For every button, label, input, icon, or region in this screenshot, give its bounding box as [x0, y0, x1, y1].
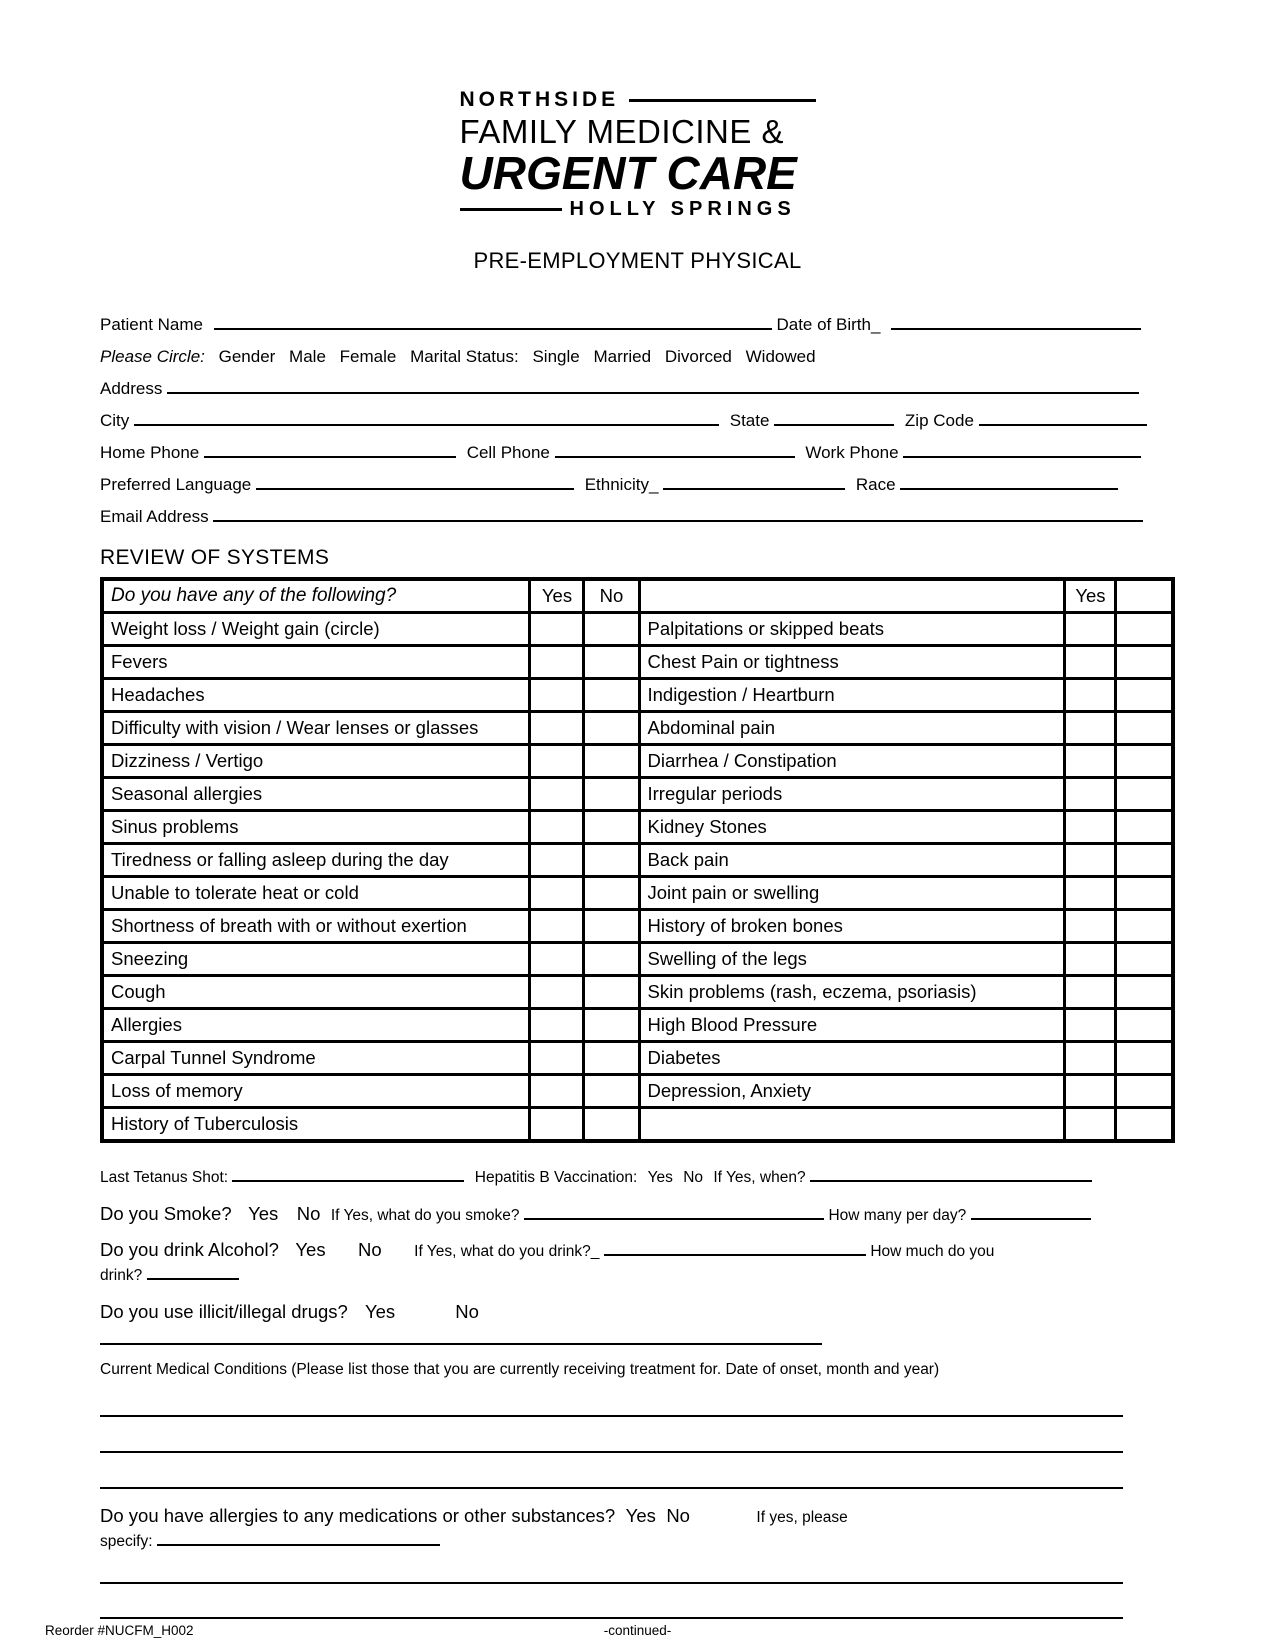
ros-left-yes-cell[interactable]: [530, 811, 584, 844]
email-row: [100, 507, 1175, 527]
dob-field[interactable]: [891, 323, 1141, 330]
ros-right-yes-cell[interactable]: [1065, 1009, 1116, 1042]
ros-left-no-cell[interactable]: [584, 778, 639, 811]
ros-header-no-left: No: [584, 579, 639, 613]
patient-name-field[interactable]: [214, 323, 772, 330]
allergies-line-1[interactable]: [100, 1582, 1123, 1584]
form-title: PRE-EMPLOYMENT PHYSICAL: [473, 248, 802, 273]
ros-left-yes-cell[interactable]: [530, 976, 584, 1009]
ros-left-yes-cell[interactable]: [530, 1108, 584, 1142]
gender-option-female[interactable]: Female: [339, 347, 397, 366]
ros-left-no-cell[interactable]: [584, 679, 639, 712]
ros-right-yes-cell[interactable]: [1065, 943, 1116, 976]
ros-item-right: Swelling of the legs: [639, 943, 1065, 976]
ros-item-right: Back pain: [639, 844, 1065, 877]
ros-left-no-cell[interactable]: [584, 976, 639, 1009]
drugs-row: [100, 1301, 1175, 1323]
marital-option-married[interactable]: Married: [593, 347, 652, 366]
ros-item-right: Abdominal pain: [639, 712, 1065, 745]
ros-item-right: Depression, Anxiety: [639, 1075, 1065, 1108]
ros-left-no-cell[interactable]: [584, 613, 639, 646]
ros-left-no-cell[interactable]: [584, 745, 639, 778]
logo-northside: NORTHSIDE: [459, 88, 620, 111]
alcohol-how-much-field[interactable]: [147, 1273, 239, 1280]
marital-status-label: Marital Status:: [410, 347, 519, 366]
allergies-no-option[interactable]: No: [666, 1505, 690, 1526]
ros-left-yes-cell[interactable]: [530, 712, 584, 745]
hepb-label: Hepatitis B Vaccination:: [474, 1169, 638, 1186]
ros-left-yes-cell[interactable]: [530, 844, 584, 877]
patient-name-label: Patient Name: [100, 315, 203, 334]
alcohol-no-option[interactable]: No: [358, 1239, 382, 1260]
smoke-per-day-field[interactable]: [971, 1213, 1091, 1220]
ros-item-left: Difficulty with vision / Wear lenses or glasses: [102, 712, 530, 745]
ros-left-no-cell[interactable]: [584, 1108, 639, 1142]
tetanus-label: Last Tetanus Shot:: [100, 1169, 229, 1186]
logo-holly-springs: HOLLY SPRINGS: [569, 198, 796, 220]
ros-row: [102, 679, 1173, 712]
allergies-yes-option[interactable]: Yes: [625, 1505, 656, 1526]
ros-header-blank: [639, 579, 1065, 613]
alcohol-question: Do you drink Alcohol?: [100, 1239, 279, 1260]
smoke-if-label: If Yes, what do you smoke?: [330, 1207, 520, 1224]
ros-left-yes-cell[interactable]: [530, 1009, 584, 1042]
ros-row: [102, 745, 1173, 778]
drugs-answer-line[interactable]: [100, 1343, 822, 1345]
ros-table-body: [102, 579, 1173, 1141]
home-phone-label: Home Phone: [100, 443, 200, 462]
ros-item-left: Sinus problems: [102, 811, 530, 844]
ros-row: [102, 910, 1173, 943]
race-field[interactable]: [900, 483, 1118, 490]
smoke-no-option[interactable]: No: [296, 1203, 321, 1224]
hepb-no-option[interactable]: No: [683, 1169, 704, 1186]
smoke-row: [100, 1203, 1175, 1225]
alcohol-how-much-label: How much do you: [870, 1243, 995, 1260]
ros-right-no-cell[interactable]: [1116, 943, 1173, 976]
ros-item-left: Seasonal allergies: [102, 778, 530, 811]
ros-row: [102, 943, 1173, 976]
ros-right-yes-cell[interactable]: [1065, 910, 1116, 943]
ros-left-no-cell[interactable]: [584, 910, 639, 943]
ros-right-no-cell[interactable]: [1116, 910, 1173, 943]
drugs-question: Do you use illicit/illegal drugs?: [100, 1301, 348, 1322]
phones-row: [100, 443, 1175, 463]
ros-left-yes-cell[interactable]: [530, 646, 584, 679]
ros-item-right: High Blood Pressure: [639, 1009, 1065, 1042]
ros-item-left: Fevers: [102, 646, 530, 679]
ros-right-no-cell[interactable]: [1116, 811, 1173, 844]
ros-right-yes-cell[interactable]: [1065, 613, 1116, 646]
ros-right-yes-cell[interactable]: [1065, 778, 1116, 811]
ros-right-yes-cell[interactable]: [1065, 646, 1116, 679]
ros-item-right: Indigestion / Heartburn: [639, 679, 1065, 712]
ros-right-yes-cell[interactable]: [1065, 712, 1116, 745]
ros-item-right: [639, 1108, 1065, 1142]
ros-left-no-cell[interactable]: [584, 844, 639, 877]
ros-item-right: Diarrhea / Constipation: [639, 745, 1065, 778]
ros-right-yes-cell[interactable]: [1065, 1042, 1116, 1075]
ethnicity-field[interactable]: [663, 483, 845, 490]
page-footer: [0, 1623, 1275, 1638]
city-state-zip-row: [100, 411, 1175, 431]
address-field[interactable]: [167, 387, 1139, 394]
ros-right-yes-cell[interactable]: [1065, 877, 1116, 910]
ros-right-no-cell[interactable]: [1116, 1009, 1173, 1042]
city-label: City: [100, 411, 130, 430]
conditions-line-2[interactable]: [100, 1451, 1123, 1453]
allergies-row: [100, 1505, 1175, 1527]
ros-right-no-cell[interactable]: [1116, 778, 1173, 811]
ros-right-no-cell[interactable]: [1116, 679, 1173, 712]
email-label: Email Address: [100, 507, 209, 526]
ros-header-no-right-blank: [1116, 579, 1173, 613]
ros-item-left: Shortness of breath with or without exertion: [102, 910, 530, 943]
ros-item-left: Unable to tolerate heat or cold: [102, 877, 530, 910]
alcohol-yes-option[interactable]: Yes: [295, 1239, 326, 1260]
ros-header-yes-right: Yes: [1065, 579, 1116, 613]
ros-right-no-cell[interactable]: [1116, 877, 1173, 910]
allergies-specify-row: [100, 1533, 1175, 1551]
marital-option-single[interactable]: Single: [532, 347, 580, 366]
language-ethnicity-race-row: [100, 475, 1175, 495]
cell-phone-field[interactable]: [555, 451, 795, 458]
conditions-label-row: [100, 1361, 1175, 1379]
ros-header-row: [102, 579, 1173, 613]
review-of-systems-heading: REVIEW OF SYSTEMS: [100, 546, 330, 569]
ros-item-right: Irregular periods: [639, 778, 1065, 811]
alcohol-if-label: If Yes, what do you drink?_: [414, 1243, 600, 1260]
cell-phone-label: Cell Phone: [466, 443, 550, 462]
tetanus-field[interactable]: [232, 1175, 464, 1182]
drugs-yes-option[interactable]: Yes: [364, 1301, 396, 1322]
drugs-no-option[interactable]: No: [455, 1301, 479, 1322]
continued-label: -continued-: [603, 1623, 672, 1638]
marital-option-divorced[interactable]: Divorced: [664, 347, 732, 366]
patient-info-section: [100, 315, 1175, 527]
patient-name-row: [100, 315, 1175, 335]
ros-item-right: Palpitations or skipped beats: [639, 613, 1065, 646]
conditions-line-3[interactable]: [100, 1487, 1123, 1489]
smoke-question: Do you Smoke?: [100, 1203, 232, 1224]
reorder-code: Reorder #NUCFM_H002: [45, 1623, 194, 1638]
state-label: State: [729, 411, 770, 430]
ros-item-right: Chest Pain or tightness: [639, 646, 1065, 679]
ros-left-yes-cell[interactable]: [530, 1075, 584, 1108]
allergies-specify-field[interactable]: [157, 1539, 440, 1546]
race-label: Race: [855, 475, 896, 494]
ros-row: [102, 646, 1173, 679]
ros-right-no-cell[interactable]: [1116, 712, 1173, 745]
zip-field[interactable]: [979, 419, 1147, 426]
ros-item-left: Cough: [102, 976, 530, 1009]
ros-left-no-cell[interactable]: [584, 811, 639, 844]
ros-item-right: Kidney Stones: [639, 811, 1065, 844]
ros-right-no-cell[interactable]: [1116, 1042, 1173, 1075]
ros-right-yes-cell[interactable]: [1065, 679, 1116, 712]
ros-right-yes-cell[interactable]: [1065, 1075, 1116, 1108]
work-phone-label: Work Phone: [805, 443, 899, 462]
ros-left-yes-cell[interactable]: [530, 1042, 584, 1075]
ros-left-yes-cell[interactable]: [530, 910, 584, 943]
ros-left-no-cell[interactable]: [584, 1042, 639, 1075]
ros-row: [102, 811, 1173, 844]
ros-item-right: Skin problems (rash, eczema, psoriasis): [639, 976, 1065, 1009]
preferred-language-field[interactable]: [256, 483, 574, 490]
clinic-logo: [460, 88, 816, 221]
ros-left-no-cell[interactable]: [584, 1009, 639, 1042]
ros-left-no-cell[interactable]: [584, 712, 639, 745]
address-label: Address: [100, 379, 163, 398]
logo-family-medicine: FAMILY MEDICINE &: [459, 113, 785, 150]
home-phone-field[interactable]: [204, 451, 456, 458]
ros-left-no-cell[interactable]: [584, 646, 639, 679]
ros-item-left: Headaches: [102, 679, 530, 712]
ros-row: [102, 877, 1173, 910]
preferred-language-label: Preferred Language: [100, 475, 252, 494]
circle-row: [100, 347, 1175, 367]
ros-left-yes-cell[interactable]: [530, 679, 584, 712]
ros-header-question: Do you have any of the following?: [102, 579, 530, 613]
ros-row: [102, 1042, 1173, 1075]
ros-row: [102, 712, 1173, 745]
ethnicity-label: Ethnicity_: [584, 475, 659, 494]
ros-right-no-cell[interactable]: [1116, 976, 1173, 1009]
ros-item-left: Sneezing: [102, 943, 530, 976]
gender-label: Gender: [218, 347, 276, 366]
ros-row: [102, 1009, 1173, 1042]
dob-label: Date of Birth_: [776, 315, 881, 334]
allergies-specify-label: specify:: [100, 1533, 153, 1550]
ros-item-left: Loss of memory: [102, 1075, 530, 1108]
conditions-line-1[interactable]: [100, 1415, 1123, 1417]
address-row: [100, 379, 1175, 399]
work-phone-field[interactable]: [903, 451, 1141, 458]
ros-right-no-cell[interactable]: [1116, 745, 1173, 778]
alcohol-wrap-label: drink?: [100, 1267, 143, 1284]
logo-rule-bottom: [460, 208, 562, 211]
hepb-yes-option[interactable]: Yes: [647, 1169, 673, 1186]
city-field[interactable]: [134, 419, 719, 426]
marital-option-widowed[interactable]: Widowed: [745, 347, 816, 366]
zip-label: Zip Code: [904, 411, 974, 430]
ros-right-no-cell[interactable]: [1116, 1075, 1173, 1108]
ros-right-yes-cell[interactable]: [1065, 811, 1116, 844]
state-field[interactable]: [774, 419, 894, 426]
ros-right-no-cell[interactable]: [1116, 646, 1173, 679]
ros-row: [102, 976, 1173, 1009]
ros-item-left: Carpal Tunnel Syndrome: [102, 1042, 530, 1075]
conditions-label: Current Medical Conditions (Please list those that you are currently receiving treatment for. Date of onset, month and year): [100, 1361, 940, 1378]
ros-right-yes-cell[interactable]: [1065, 1108, 1116, 1142]
allergies-question: Do you have allergies to any medications or other substances?: [100, 1505, 616, 1526]
ros-left-no-cell[interactable]: [584, 877, 639, 910]
smoke-per-day-label: How many per day?: [828, 1207, 967, 1224]
ros-left-no-cell[interactable]: [584, 1075, 639, 1108]
tetanus-hepb-row: [100, 1169, 1175, 1187]
alcohol-wrap-row: [100, 1267, 1175, 1285]
email-field[interactable]: [213, 515, 1143, 522]
ros-right-yes-cell[interactable]: [1065, 745, 1116, 778]
ros-item-right: Diabetes: [639, 1042, 1065, 1075]
alcohol-if-field[interactable]: [604, 1249, 866, 1256]
alcohol-row: [100, 1239, 1175, 1261]
ros-row: [102, 613, 1173, 646]
ros-row: [102, 844, 1173, 877]
ros-left-yes-cell[interactable]: [530, 943, 584, 976]
hepb-when-label: If Yes, when?: [713, 1169, 806, 1186]
logo-rule-top: [629, 99, 815, 102]
ros-row: [102, 778, 1173, 811]
allergies-hint: If yes, please: [756, 1509, 848, 1526]
review-of-systems-table: [100, 577, 1175, 1143]
ros-left-no-cell[interactable]: [584, 943, 639, 976]
ros-left-yes-cell[interactable]: [530, 745, 584, 778]
ros-item-left: History of Tuberculosis: [102, 1108, 530, 1142]
ros-left-yes-cell[interactable]: [530, 778, 584, 811]
smoke-if-field[interactable]: [524, 1213, 824, 1220]
gender-option-male[interactable]: Male: [289, 347, 326, 366]
logo-urgent-care: URGENT CARE: [459, 147, 797, 199]
please-circle-label: Please Circle:: [100, 347, 205, 366]
ros-item-right: History of broken bones: [639, 910, 1065, 943]
ros-right-yes-cell[interactable]: [1065, 976, 1116, 1009]
ros-right-no-cell[interactable]: [1116, 844, 1173, 877]
ros-right-no-cell[interactable]: [1116, 613, 1173, 646]
ros-item-left: Weight loss / Weight gain (circle): [102, 613, 530, 646]
ros-header-yes-left: Yes: [530, 579, 584, 613]
ros-item-left: Allergies: [102, 1009, 530, 1042]
ros-right-yes-cell[interactable]: [1065, 844, 1116, 877]
ros-row: [102, 1108, 1173, 1142]
ros-item-left: Tiredness or falling asleep during the day: [102, 844, 530, 877]
ros-right-no-cell[interactable]: [1116, 1108, 1173, 1142]
ros-left-yes-cell[interactable]: [530, 877, 584, 910]
allergies-line-2[interactable]: [100, 1617, 1123, 1619]
ros-item-right: Joint pain or swelling: [639, 877, 1065, 910]
smoke-yes-option[interactable]: Yes: [248, 1203, 279, 1224]
ros-item-left: Dizziness / Vertigo: [102, 745, 530, 778]
hepb-when-field[interactable]: [810, 1175, 1092, 1182]
ros-row: [102, 1075, 1173, 1108]
ros-left-yes-cell[interactable]: [530, 613, 584, 646]
